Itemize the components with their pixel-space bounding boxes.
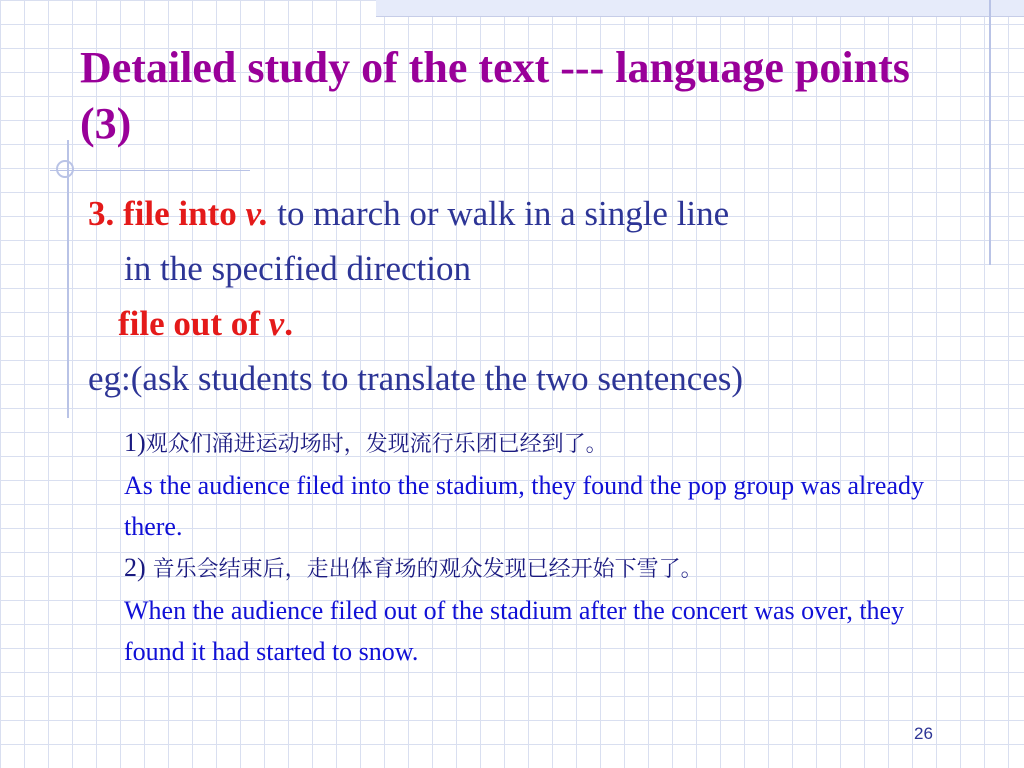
entry-line-1 (88, 186, 988, 241)
example-1-number: 1) (124, 428, 146, 457)
entry-line-2 (88, 241, 988, 296)
entry-definition-line-2: in the specified direction (124, 249, 471, 288)
circle-ornament-icon (56, 160, 74, 178)
example-2-english: When the audience filed out of the stadium after the concert was over, they found it had started to snow. (124, 596, 905, 666)
translation-prompt: eg:(ask students to translate the two sentences) (88, 359, 744, 398)
entry-line-3 (88, 296, 988, 351)
example-2-chinese-line (124, 547, 954, 590)
left-decorative-line (67, 140, 69, 418)
example-2-chinese: 音乐会结束后，走出体育场的观众发现已经开始下雪了。 (152, 557, 703, 582)
example-2-number: 2) (124, 553, 146, 582)
example-1-english: As the audience filed into the stadium, they found the pop group was already there. (124, 471, 925, 541)
example-1-chinese: 观众们涌进运动场时，发现流行乐团已经到了。 (145, 432, 608, 457)
related-punctuation: . (284, 304, 293, 343)
right-decorative-line (989, 0, 991, 265)
related-term: file out of (118, 304, 260, 343)
title-underline-decoration (50, 170, 250, 171)
entry-definition-line-1: to march or walk in a single line (277, 194, 730, 233)
example-1-chinese-line (124, 422, 954, 465)
page-number: 26 (914, 724, 933, 743)
entry-part-of-speech: v. (245, 194, 269, 233)
top-decorative-band (376, 0, 1024, 17)
vocabulary-entry (88, 186, 988, 406)
slide-title: Detailed study of the text --- language points (3) (80, 43, 910, 148)
entry-term: 3. file into (88, 194, 237, 233)
related-part-of-speech: v (268, 304, 285, 343)
example-sentences (124, 422, 954, 672)
